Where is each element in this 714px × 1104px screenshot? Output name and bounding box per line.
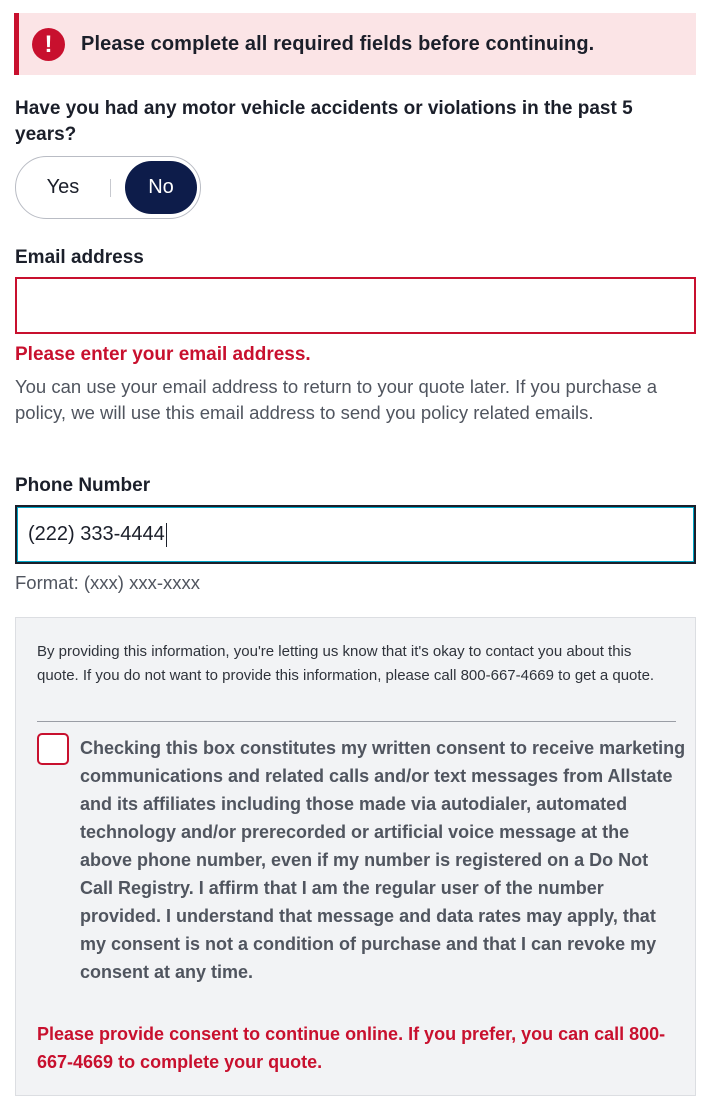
accidents-yes-option[interactable]: Yes: [46, 176, 80, 198]
email-label: Email address: [15, 247, 144, 268]
alert-message: Please complete all required fields before continuing.: [81, 32, 595, 55]
phone-label: Phone Number: [15, 475, 151, 496]
email-input[interactable]: [15, 277, 696, 334]
error-alert-banner: [14, 13, 696, 75]
consent-checkbox-label[interactable]: Checking this box constitutes my written consent to receive marketing communications and related calls and/or text messages from Allstate and its affiliates including those made via autodialer, automated technology and/or prerecorded or artificial voice message at the above phone number, even if my number is registered on a Do Not Call Registry. I affirm that I am the regular user of the number provided. I understand that message and data rates may apply, that my consent is not a condition of purchase and that I can revoke my consent at any time.: [80, 738, 686, 982]
accidents-question-label: Have you had any motor vehicle accidents or violations in the past 5 years?: [15, 98, 633, 145]
phone-input[interactable]: [15, 505, 696, 564]
consent-checkbox[interactable]: [37, 733, 69, 765]
phone-format-hint: Format: (xxx) xxx-xxxx: [15, 572, 200, 593]
exclamation-icon: !: [32, 28, 65, 61]
email-error-message: Please enter your email address.: [15, 344, 311, 365]
accidents-toggle: [15, 156, 201, 219]
phone-input-value: (222) 333-4444: [28, 523, 165, 545]
email-help-text: You can use your email address to return to your quote later. If you purchase a policy, we will use this email address to send you policy related emails.: [15, 376, 658, 423]
toggle-divider: [110, 179, 111, 197]
consent-error-message: Please provide consent to continue online. If you prefer, you can call 800-667-4669 to complete your quote.: [37, 1024, 666, 1072]
accidents-no-option[interactable]: No: [125, 161, 197, 214]
consent-panel: [15, 617, 696, 1096]
consent-divider: [37, 721, 676, 722]
consent-info-text: By providing this information, you're letting us know that it's okay to contact you about this quote. If you do not want to provide this information, please call 800-667-4669 to get a quote.: [37, 643, 655, 684]
text-caret: [166, 523, 168, 547]
